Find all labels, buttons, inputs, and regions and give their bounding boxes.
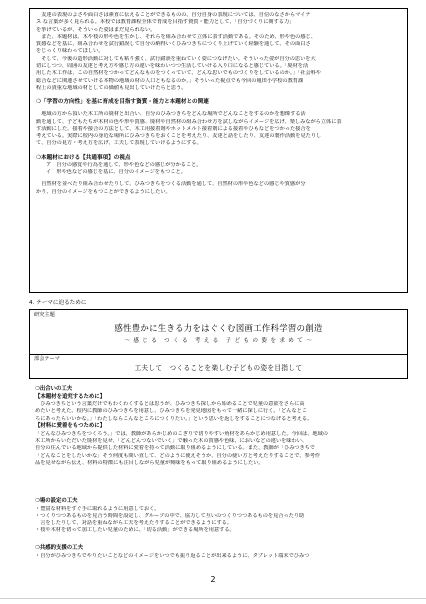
research-theme-box (29, 309, 408, 355)
section-number-title: 4. テーマに迫るために (29, 300, 87, 306)
text-line: す活動にした。接着や接合の方法として、木工用接着剤やホットメルト接着剤による接着やひもなどをつかった接合を (36, 125, 311, 132)
unit-rationale-box (29, 8, 408, 293)
setting-section (35, 498, 405, 535)
text-line: 用した木工作は、この自然材をつかってどんなものをつくっていて、どんな思いでものづくりをしているのか。」「社会科や (36, 70, 322, 77)
text-line: て、自分の見方・考え方を広げ、工夫して表現していけるようにする。 (36, 140, 202, 147)
text-line: 総合などに関連させていける本物の地域の材の人口ともなるのか。」そういった視点でも今回の亀田小学校の教育課 (36, 77, 304, 84)
list-item: ア 自分の感覚や行為を通して、形や色などの感じが分かること。 (46, 161, 202, 168)
text-line: 「どんなことをしたいかな」そう何度も問い直して、どのように使えそうか、自分の使い方と考えたりすることで、参考作 (35, 452, 321, 459)
list-item: イ 形や色などの感じを基に、自分のイメージをもつこと。 (46, 169, 186, 176)
text-line: 考えている。実際に校内の身近な場所にひみつきちをおくことを考えたり、友達と話をしたり、友達の製作活動を見たりし (36, 133, 322, 140)
text-line: 質感などを基に、組み合わせを試行錯誤して自分の納得いくひみつきちにつくり上げていく経験を通して、その面白さ (36, 41, 311, 48)
text-line: ろにあったらいいかな。」「わたしならこんなところにつくりたい。」という思いを返しをすることにつなげると考える。 (35, 415, 313, 422)
text-line: ス な言葉が多く見られる。本校では教育課程全体で育成を目指す資質・能力として、「自分づくりに関する力」 (36, 19, 295, 26)
text-line: 動を通して、子どもたちが木材の色や形や質感、廃材や自然材の組み合わせ方を試しながらイメージを広げ、楽しみながら立体に表 (36, 118, 342, 125)
text-line: 自然材を並べたり組み合わせたりして、ひみつきちをつくる活動を通して、自然材の形や色などの感じや質感が分 (36, 181, 306, 188)
text-line: また、本題材は、木や枝の形や色を生かし、それらを組み合わせて立体に表す活動である。そのため、形や色の感じ、 (36, 33, 316, 40)
dept-label: 部会テーマ (34, 356, 60, 362)
section-heading: ❍「学習の方向性」を基に育成を目指す資質・能力と本題材との関連 (36, 99, 209, 106)
support-section (35, 545, 405, 560)
section-heading: ❍出合いの工夫 (35, 386, 73, 392)
section-heading: ❍場の設定の工夫 (35, 498, 78, 504)
subsection-heading: 【本題材を追究するために】 (35, 393, 106, 400)
text-line: 友達の表現のよさや面白さは素直に伝えることができるものの、自分自身の表現については、自信のなさからマイナ (36, 12, 311, 18)
text-line: を挙げているが、そういった姿はまだ見られない。 (36, 26, 156, 33)
theme-subtitle: ～ 感 じ る つ く る 考 え る 子 ど も の 姿 を 求 め て ～ (124, 338, 313, 344)
subsection-heading: 【材料に愛着をもつために】 (35, 423, 106, 430)
text-line: 切にしつつ、周囲の友達と考え方や感じ方の違いを味わいつつ生活していける入り口になると感じている。「廃材を活 (36, 63, 309, 70)
text-line: 地域の方から頂いた木工所の廃材と出合い、自分のひみつきちをどんな場所でどんなことをするのかを想像する活 (36, 111, 306, 118)
text-line: そして、今後の造形活動に対しても粘り強く、試行錯誤を重ねていく姿につなげたい。そういった姿が自分の思いを大 (36, 55, 316, 62)
text-line: めたいと考えた。校内に教師のひみつきちを用意し、ひみつきちを発見地図をもって一緒に探しに行く。「どんなとこ (35, 408, 308, 415)
encounter-section (35, 386, 405, 467)
dept-goal: 工夫して つくることを楽しむ子どもの姿を目指して (134, 364, 303, 372)
text-line: ひみつきちという言葉だけでもわくわくするとは思うが、ひみつきち探しから始めることで児童の意欲をさらに高 (35, 401, 305, 408)
page-bottom-edge (0, 598, 426, 599)
theme-label: 研究主題 (34, 312, 55, 318)
text-line: をじっくり味わってほしい。 (36, 48, 104, 55)
department-theme-box (29, 355, 408, 379)
text-line: かり、自分のイメージをもつことができるようにしたい。 (36, 188, 171, 195)
section-heading: ❍本題材における【共通事項】の視点 (36, 154, 131, 161)
text-line: 「どんなひみつきちをつくろう。」では、教師があらかじめのこぎりで切りやすい角材をあらかじめ用意した。今回は、地域の (35, 430, 328, 437)
text-line: ・自分がひみつきちでやりたいことなどのイメージをいつでも振り返ることが出来るように、タブレット端末でひみつ (35, 552, 310, 559)
text-line: ・つくりつつあるものを見合う時間を設定し、グループの中で、協力して互いのつくりつつあるものを見合ったり助 (35, 512, 305, 519)
text-line: ・豊富な材料をすぐ手に取れるように用意しておく。 (35, 505, 160, 512)
text-line: 程上の貴重な地域の材としての価値も見出していけたらと思う。 (36, 84, 187, 91)
text-line: 品を見せながら伝え、材料の特徴にも注目しながら児童が興味をもって取り組めるようにしたい。 (35, 459, 264, 466)
text-line: 自分の住んでいる地域から提供した材料に愛着を持って活動に取り組めるようにしている。また、教師が「ひみつきちで (35, 445, 315, 452)
page-number: 2 (210, 575, 216, 584)
text-line: 木工所からいただいた廃材を見せ、「どんどんつないでいく」で触った木の質感や色味、においなどの違いを味わい、 (35, 437, 308, 444)
text-line: ・枝や木材を切って加工したい児童のために、「切る活動」ができる場所を用意する。 (35, 527, 235, 534)
text-line: 言をしたりして、対話を重ねながら工夫を考えたりすることができるようにする。 (35, 520, 233, 527)
theme-title: 感性豊かに生きる力をはぐくむ図画工作科学習の創造 (114, 323, 323, 333)
section-heading: ❍共感的支援の工夫 (35, 545, 83, 551)
